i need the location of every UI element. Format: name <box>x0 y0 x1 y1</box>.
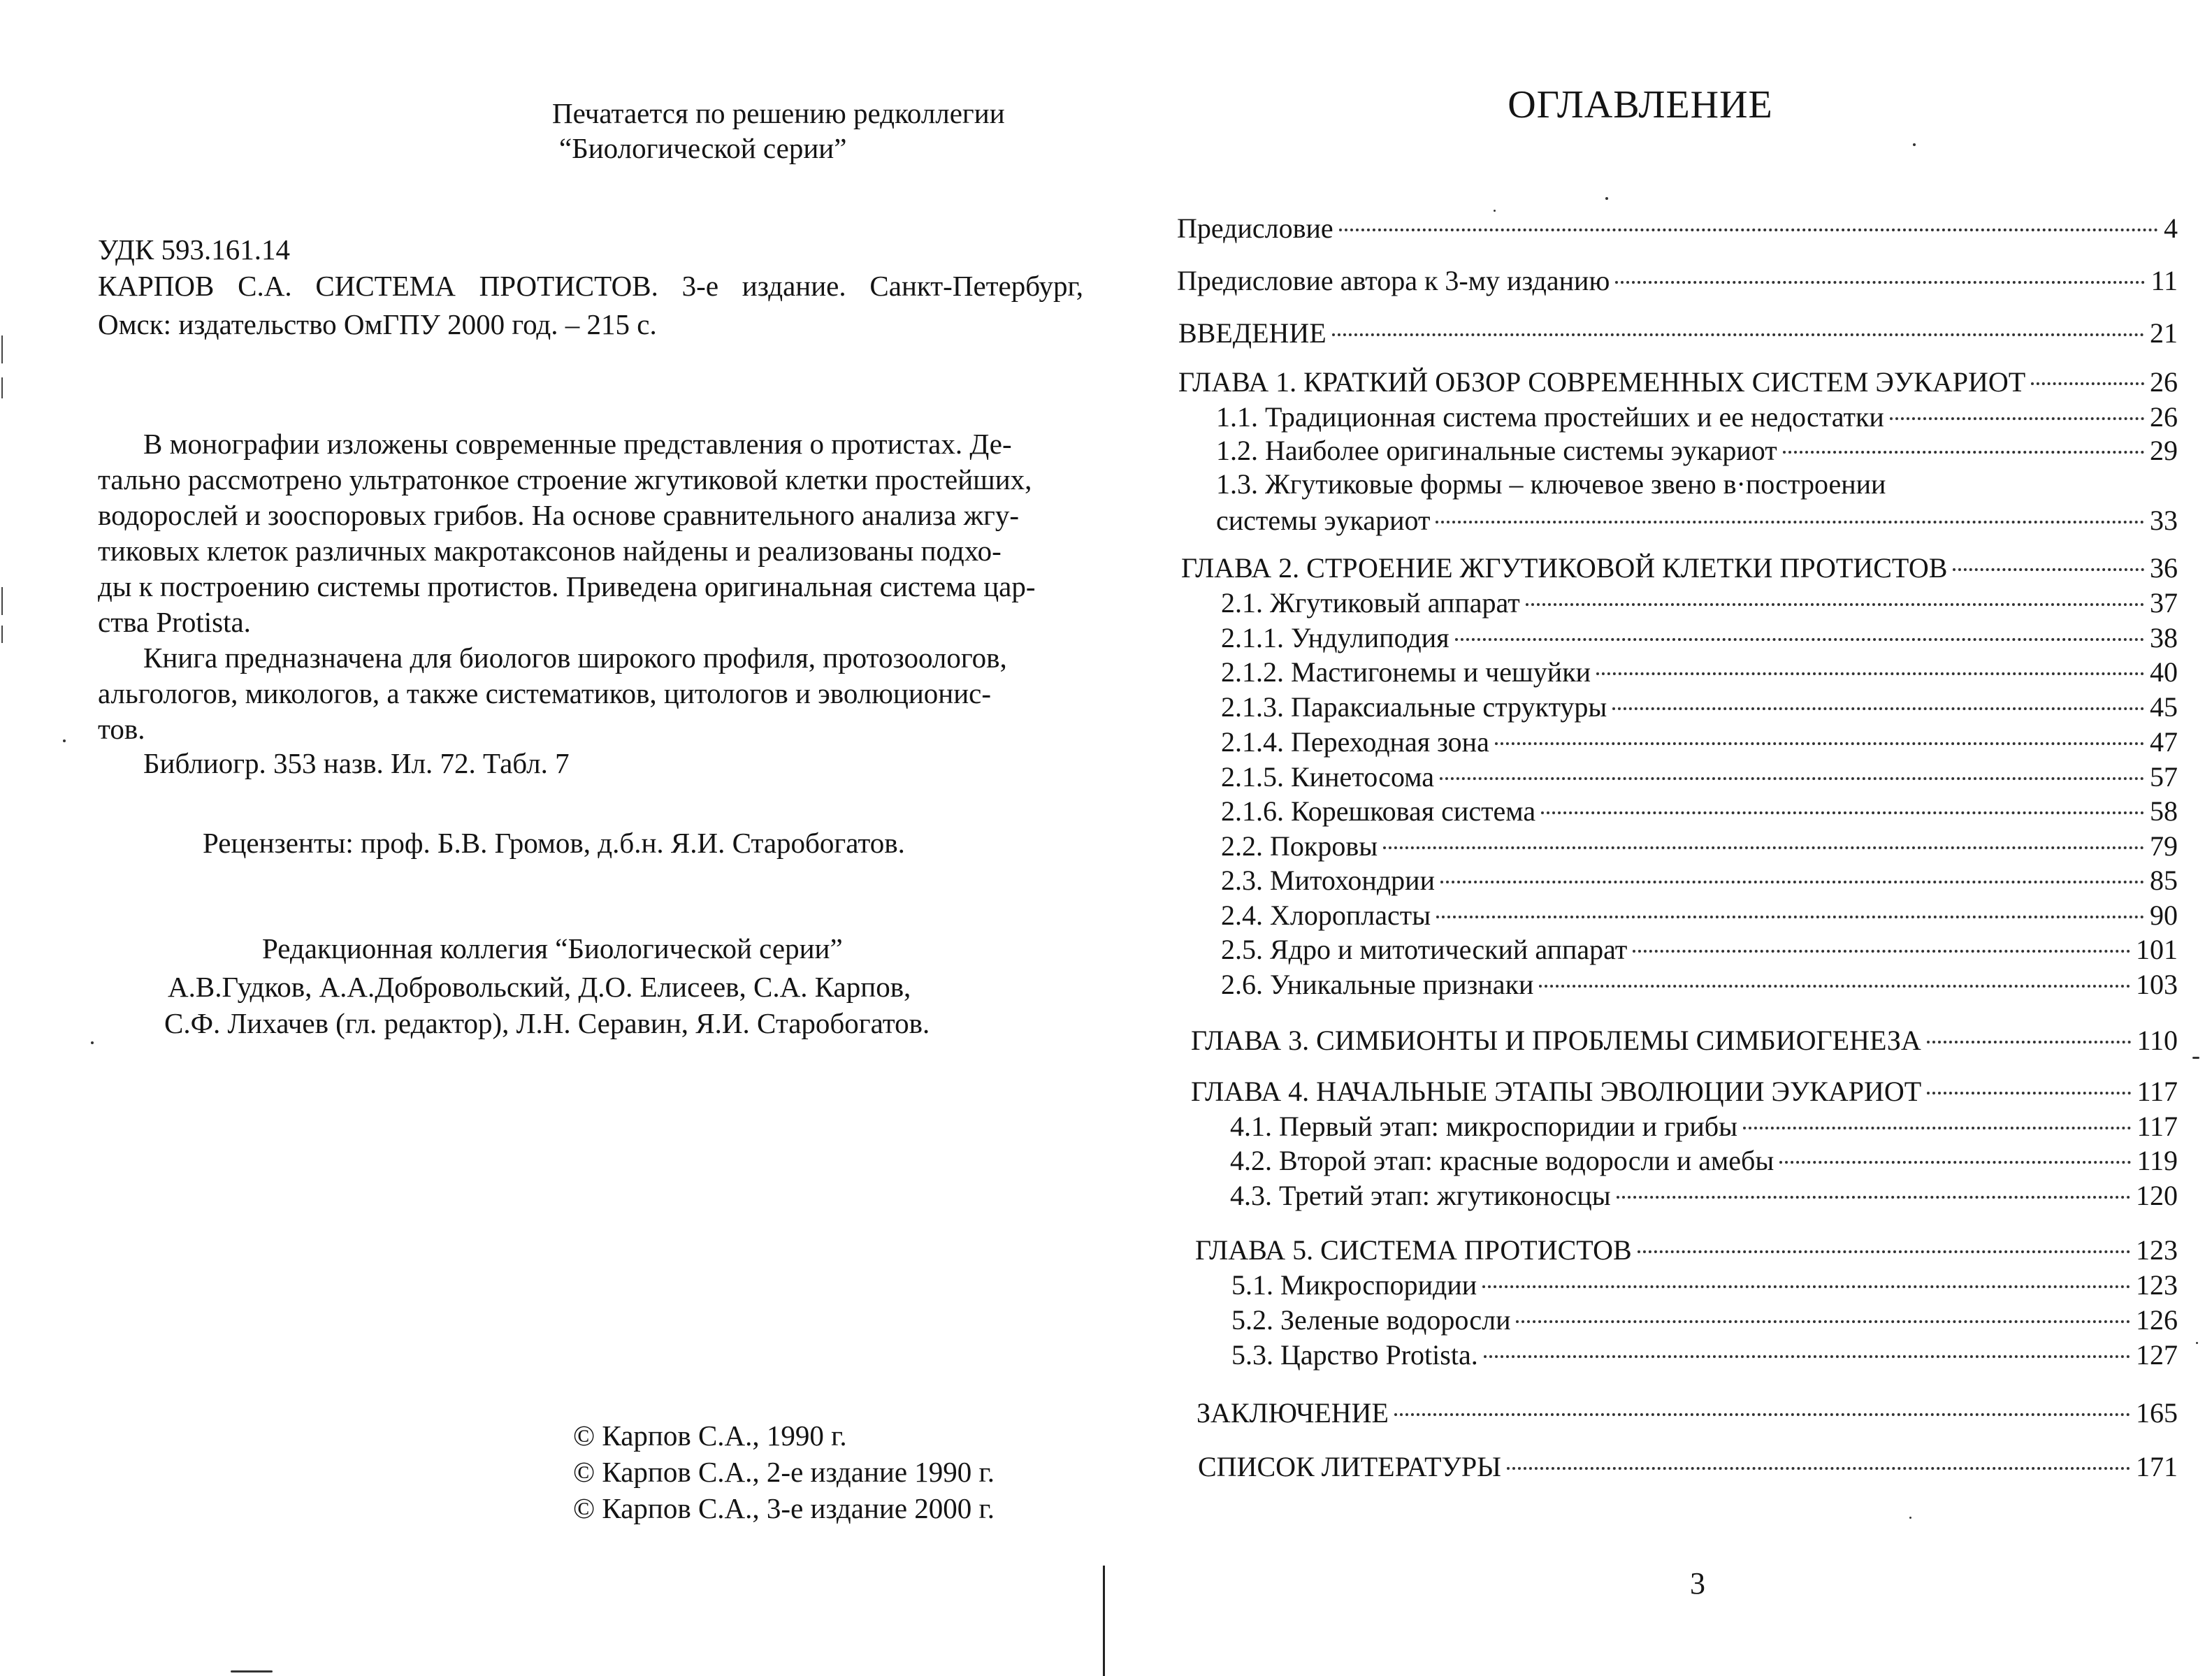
abstract-line: тиковых клеток различных макротаксонов найдены и реализованы подхо- <box>98 535 1002 567</box>
toc-leader-dots <box>1743 1127 2131 1129</box>
toc-entry-label: 2.1.1. Ундулиподия <box>1221 622 1450 653</box>
toc-leader-dots <box>1436 521 2144 523</box>
toc-entry[interactable] <box>1231 1268 2178 1303</box>
toc-leader-dots <box>1779 1161 2131 1164</box>
reviewers: Рецензенты: проф. Б.В. Громов, д.б.н. Я.И. Старобогатов. <box>203 827 905 859</box>
toc-leader-dots <box>1516 1320 2130 1323</box>
abstract-line: ства Protista. <box>98 606 251 638</box>
bibliographic-reference-line-1: КАРПОВ С.А. СИСТЕМА ПРОТИСТОВ. 3-е издание. Санкт-Петербург, <box>98 270 1083 302</box>
toc-entry[interactable] <box>1221 690 2178 725</box>
toc-entry-page: 127 <box>2136 1339 2178 1371</box>
abstract-line: ды к построению системы протистов. Приведена оригинальная система цар- <box>98 570 1036 602</box>
toc-entry-page: 40 <box>2150 656 2178 688</box>
toc-entry[interactable] <box>1198 1450 2178 1484</box>
toc-entry-label: ГЛАВА 1. КРАТКИЙ ОБЗОР СОВРЕМЕННЫХ СИСТЕМ ЭУКАРИОТ <box>1178 366 2026 398</box>
toc-entry-label: 5.2. Зеленые водоросли <box>1231 1304 1511 1336</box>
toc-entry-page: 120 <box>2136 1180 2178 1211</box>
toc-leader-dots <box>1612 707 2144 710</box>
toc-entry-label: 4.3. Третий этап: жгутиконосцы <box>1230 1180 1611 1211</box>
toc-entry-page: 36 <box>2150 552 2178 584</box>
toc-leader-dots <box>1482 1285 2130 1288</box>
toc-entry-label: 4.1. Первый этап: микроспоридии и грибы <box>1230 1111 1738 1142</box>
toc-entry-page: 123 <box>2136 1269 2178 1301</box>
toc-entry-page: 11 <box>2150 265 2178 296</box>
bibliography-summary: Библиогр. 353 назв. Ил. 72. Табл. 7 <box>143 747 570 779</box>
toc-entry-page: 117 <box>2137 1076 2178 1107</box>
toc-leader-dots <box>1633 950 2130 953</box>
toc-entry[interactable] <box>1221 760 2178 795</box>
toc-entry-page: 58 <box>2150 795 2178 827</box>
toc-entry-page: 90 <box>2150 900 2178 931</box>
toc-leader-dots <box>1507 1467 2130 1470</box>
toc-entry-page: 38 <box>2150 622 2178 653</box>
toc-entry-label: 2.1.2. Мастигонемы и чешуйки <box>1221 656 1591 688</box>
toc-leader-dots <box>1596 672 2144 675</box>
toc-entry[interactable] <box>1221 621 2178 656</box>
toc-leader-dots <box>1890 417 2144 420</box>
toc-entry[interactable] <box>1221 655 2178 690</box>
scan-edge-mark <box>1 335 3 363</box>
toc-entry-page: 29 <box>2150 435 2178 466</box>
toc-entry-page: 110 <box>2137 1025 2178 1056</box>
imprint-line-1: Печатается по решению редколлегии <box>552 97 1005 129</box>
toc-entry[interactable] <box>1216 433 2178 468</box>
toc-entry-label: 4.2. Второй этап: красные водоросли и амебы <box>1230 1145 1774 1176</box>
toc-entry-label: 2.1. Жгутиковый аппарат <box>1221 587 1520 619</box>
toc-entry-page: 26 <box>2150 366 2178 398</box>
abstract-line: В монографии изложены современные представления о протистах. Де- <box>143 428 1012 460</box>
toc-leader-dots <box>1332 333 2144 336</box>
abstract <box>98 426 1080 747</box>
toc-leader-dots <box>1495 742 2144 745</box>
editorial-board-title: Редакционная коллегия “Биологической серии” <box>262 932 843 965</box>
copyright-line-3: © Карпов С.А., 3-е издание 2000 г. <box>573 1492 995 1524</box>
toc-entry-page: 45 <box>2150 691 2178 723</box>
audience-line: Книга предназначена для биологов широкого профиля, протозоологов, <box>143 642 1007 674</box>
toc-entry[interactable] <box>1178 316 2178 351</box>
toc-entry[interactable] <box>1231 1338 2178 1373</box>
toc-entry-page: 171 <box>2136 1451 2178 1482</box>
editorial-board-members-line-1: А.В.Гудков, А.А.Добровольский, Д.О. Елисеев, С.А. Карпов, <box>168 971 911 1003</box>
toc-entry-label: 1.1. Традиционная система простейших и ее недостатки <box>1216 401 1884 433</box>
toc-entry[interactable] <box>1221 829 2178 864</box>
toc-entry-label: 2.4. Хлоропласты <box>1221 900 1431 931</box>
toc-leader-dots <box>1783 451 2144 454</box>
toc-entry-page: 47 <box>2150 726 2178 758</box>
toc-entry-label: 5.3. Царство Protista. <box>1231 1339 1478 1371</box>
audience-line: тов. <box>98 713 145 745</box>
scan-speck <box>1913 143 1916 146</box>
toc-leader-dots <box>2031 382 2144 385</box>
udc-code: УДК 593.161.14 <box>98 233 290 266</box>
toc-entry[interactable] <box>1177 211 2178 246</box>
page-binding-line <box>1103 1566 1105 1676</box>
toc-entry[interactable] <box>1231 1303 2178 1338</box>
scan-speck <box>91 1041 94 1044</box>
toc-entry-page: 123 <box>2136 1234 2178 1266</box>
abstract-line: тально рассмотрено ультратонкое строение жгутиковой клетки простейших, <box>98 463 1032 496</box>
toc-entry-label: 1.2. Наиболее оригинальные системы эукариот <box>1216 435 1777 466</box>
toc-entry[interactable] <box>1177 263 2178 298</box>
bibliographic-reference-line-2: Омск: издательство ОмГПУ 2000 год. – 215 с. <box>98 308 657 340</box>
toc-leader-dots <box>1615 281 2145 284</box>
scan-speck <box>1494 210 1496 212</box>
scan-speck <box>1909 1517 1911 1519</box>
imprint-line-2: “Биологической серии” <box>559 132 847 164</box>
toc-leader-dots <box>1339 229 2158 231</box>
toc-leader-dots <box>1617 1196 2130 1199</box>
page-number: 3 <box>1690 1566 1705 1601</box>
toc-entry-label: Предисловие автора к 3-му изданию <box>1177 265 1610 296</box>
toc-entry-label: Предисловие <box>1177 212 1333 244</box>
toc-entry-label: 2.2. Покровы <box>1221 830 1378 862</box>
toc-entry[interactable] <box>1230 1109 2178 1144</box>
copyright-line-1: © Карпов С.А., 1990 г. <box>573 1419 847 1452</box>
toc-entry[interactable] <box>1216 400 2178 435</box>
toc-entry-label: ГЛАВА 4. НАЧАЛЬНЫЕ ЭТАПЫ ЭВОЛЮЦИИ ЭУКАРИОТ <box>1191 1076 1922 1107</box>
scan-speck <box>1605 197 1608 200</box>
toc-entry[interactable] <box>1221 898 2178 933</box>
toc-entry-page: 37 <box>2150 587 2178 619</box>
toc-entry-label: 2.3. Митохондрии <box>1221 865 1435 896</box>
toc-entry[interactable] <box>1221 794 2178 829</box>
toc-entry-label-continued: системы эукариот <box>1216 505 1431 536</box>
toc-entry-page: 26 <box>2150 401 2178 433</box>
toc-entry[interactable] <box>1221 725 2178 760</box>
toc-entry[interactable] <box>1221 932 2178 967</box>
toc-entry-page: 165 <box>2136 1397 2178 1429</box>
copyright-line-2: © Карпов С.А., 2-е издание 1990 г. <box>573 1456 995 1488</box>
toc-title: ОГЛАВЛЕНИЕ <box>1508 83 1773 127</box>
toc-entry-label: 2.5. Ядро и митотический аппарат <box>1221 934 1628 965</box>
toc-entry-page: 4 <box>2164 212 2178 244</box>
toc-entry-label: ГЛАВА 2. СТРОЕНИЕ ЖГУТИКОВОЙ КЛЕТКИ ПРОТИСТОВ <box>1181 552 1948 584</box>
toc-entry[interactable] <box>1191 1023 2178 1058</box>
toc-entry[interactable] <box>1221 863 2178 898</box>
toc-entry-label: ВВЕДЕНИЕ <box>1178 317 1327 349</box>
toc-leader-dots <box>1484 1355 2130 1358</box>
toc-leader-dots <box>1455 638 2144 641</box>
toc-leader-dots <box>1436 916 2144 918</box>
toc-entry-page: 119 <box>2137 1145 2178 1176</box>
toc-entry[interactable] <box>1178 365 2178 400</box>
toc-entry-page: 79 <box>2150 830 2178 862</box>
toc-entry-label: ГЛАВА 3. СИМБИОНТЫ И ПРОБЛЕМЫ СИМБИОГЕНЕЗА <box>1191 1025 1921 1056</box>
toc-entry-page: 117 <box>2137 1111 2178 1142</box>
toc-entry-label: 2.1.4. Переходная зона <box>1221 726 1489 758</box>
toc-leader-dots <box>1539 985 2130 988</box>
toc-leader-dots <box>1541 811 2144 814</box>
toc-entry[interactable] <box>1195 1233 2178 1268</box>
toc-entry-label: СПИСОК ЛИТЕРАТУРЫ <box>1198 1451 1501 1482</box>
toc-entry-page: 21 <box>2150 317 2178 349</box>
toc-leader-dots <box>1953 568 2144 571</box>
toc-leader-dots <box>1526 603 2144 606</box>
toc-entry-label: ЗАКЛЮЧЕНИЕ <box>1197 1397 1389 1429</box>
toc-entry-page: 33 <box>2150 505 2178 536</box>
toc-entry-label: 2.6. Уникальные признаки <box>1221 969 1534 1000</box>
scan-speck <box>63 739 66 742</box>
toc-entry[interactable] <box>1216 503 2178 538</box>
scan-edge-mark <box>1 587 3 615</box>
toc-entry-label: 5.1. Микроспоридии <box>1231 1269 1477 1301</box>
right-page <box>1106 0 2212 1676</box>
editorial-board-members-line-2: С.Ф. Лихачев (гл. редактор), Л.Н. Серавин, Я.И. Старобогатов. <box>164 1007 930 1039</box>
toc-entry[interactable] <box>1230 1178 2178 1213</box>
toc-leader-dots <box>1440 777 2144 780</box>
abstract-line: водорослей и зооспоровых грибов. На основе сравнительного анализа жгу- <box>98 499 1019 531</box>
scan-edge-mark <box>1 377 3 398</box>
toc-entry-label: 2.1.6. Корешковая система <box>1221 795 1536 827</box>
toc-entry-page: 103 <box>2136 969 2178 1000</box>
toc-entry[interactable] <box>1230 1143 2178 1178</box>
toc-entry-label: ГЛАВА 5. СИСТЕМА ПРОТИСТОВ <box>1195 1234 1632 1266</box>
toc-entry-label: 2.1.5. Кинетосома <box>1221 761 1434 793</box>
toc-entry[interactable] <box>1221 967 2178 1002</box>
toc-leader-dots <box>1638 1250 2130 1253</box>
scan-speck <box>231 1670 273 1673</box>
toc-entry-page: 85 <box>2150 865 2178 896</box>
toc-entry-page: 126 <box>2136 1304 2178 1336</box>
toc-entry-page: 101 <box>2136 934 2178 965</box>
toc-entry[interactable] <box>1221 586 2178 621</box>
audience-line: альгологов, микологов, а также систематиков, цитологов и эволюционис- <box>98 677 992 709</box>
toc-entry[interactable] <box>1197 1396 2178 1431</box>
toc-leader-dots <box>1383 846 2144 849</box>
toc-leader-dots <box>1927 1092 2131 1095</box>
toc-leader-dots <box>1927 1041 2132 1043</box>
toc-entry-page: 57 <box>2150 761 2178 793</box>
toc-leader-dots <box>1394 1413 2130 1416</box>
toc-leader-dots <box>1440 881 2144 883</box>
scan-speck <box>2196 1342 2198 1344</box>
scan-edge-mark <box>1 626 3 643</box>
toc-entry-label[interactable]: 1.3. Жгутиковые формы – ключевое звено в·построении <box>1216 468 1886 500</box>
scan-speck <box>2192 1057 2199 1059</box>
toc-entry-label: 2.1.3. Параксиальные структуры <box>1221 691 1607 723</box>
toc-entry[interactable] <box>1181 551 2178 586</box>
toc-entry[interactable] <box>1191 1074 2178 1109</box>
